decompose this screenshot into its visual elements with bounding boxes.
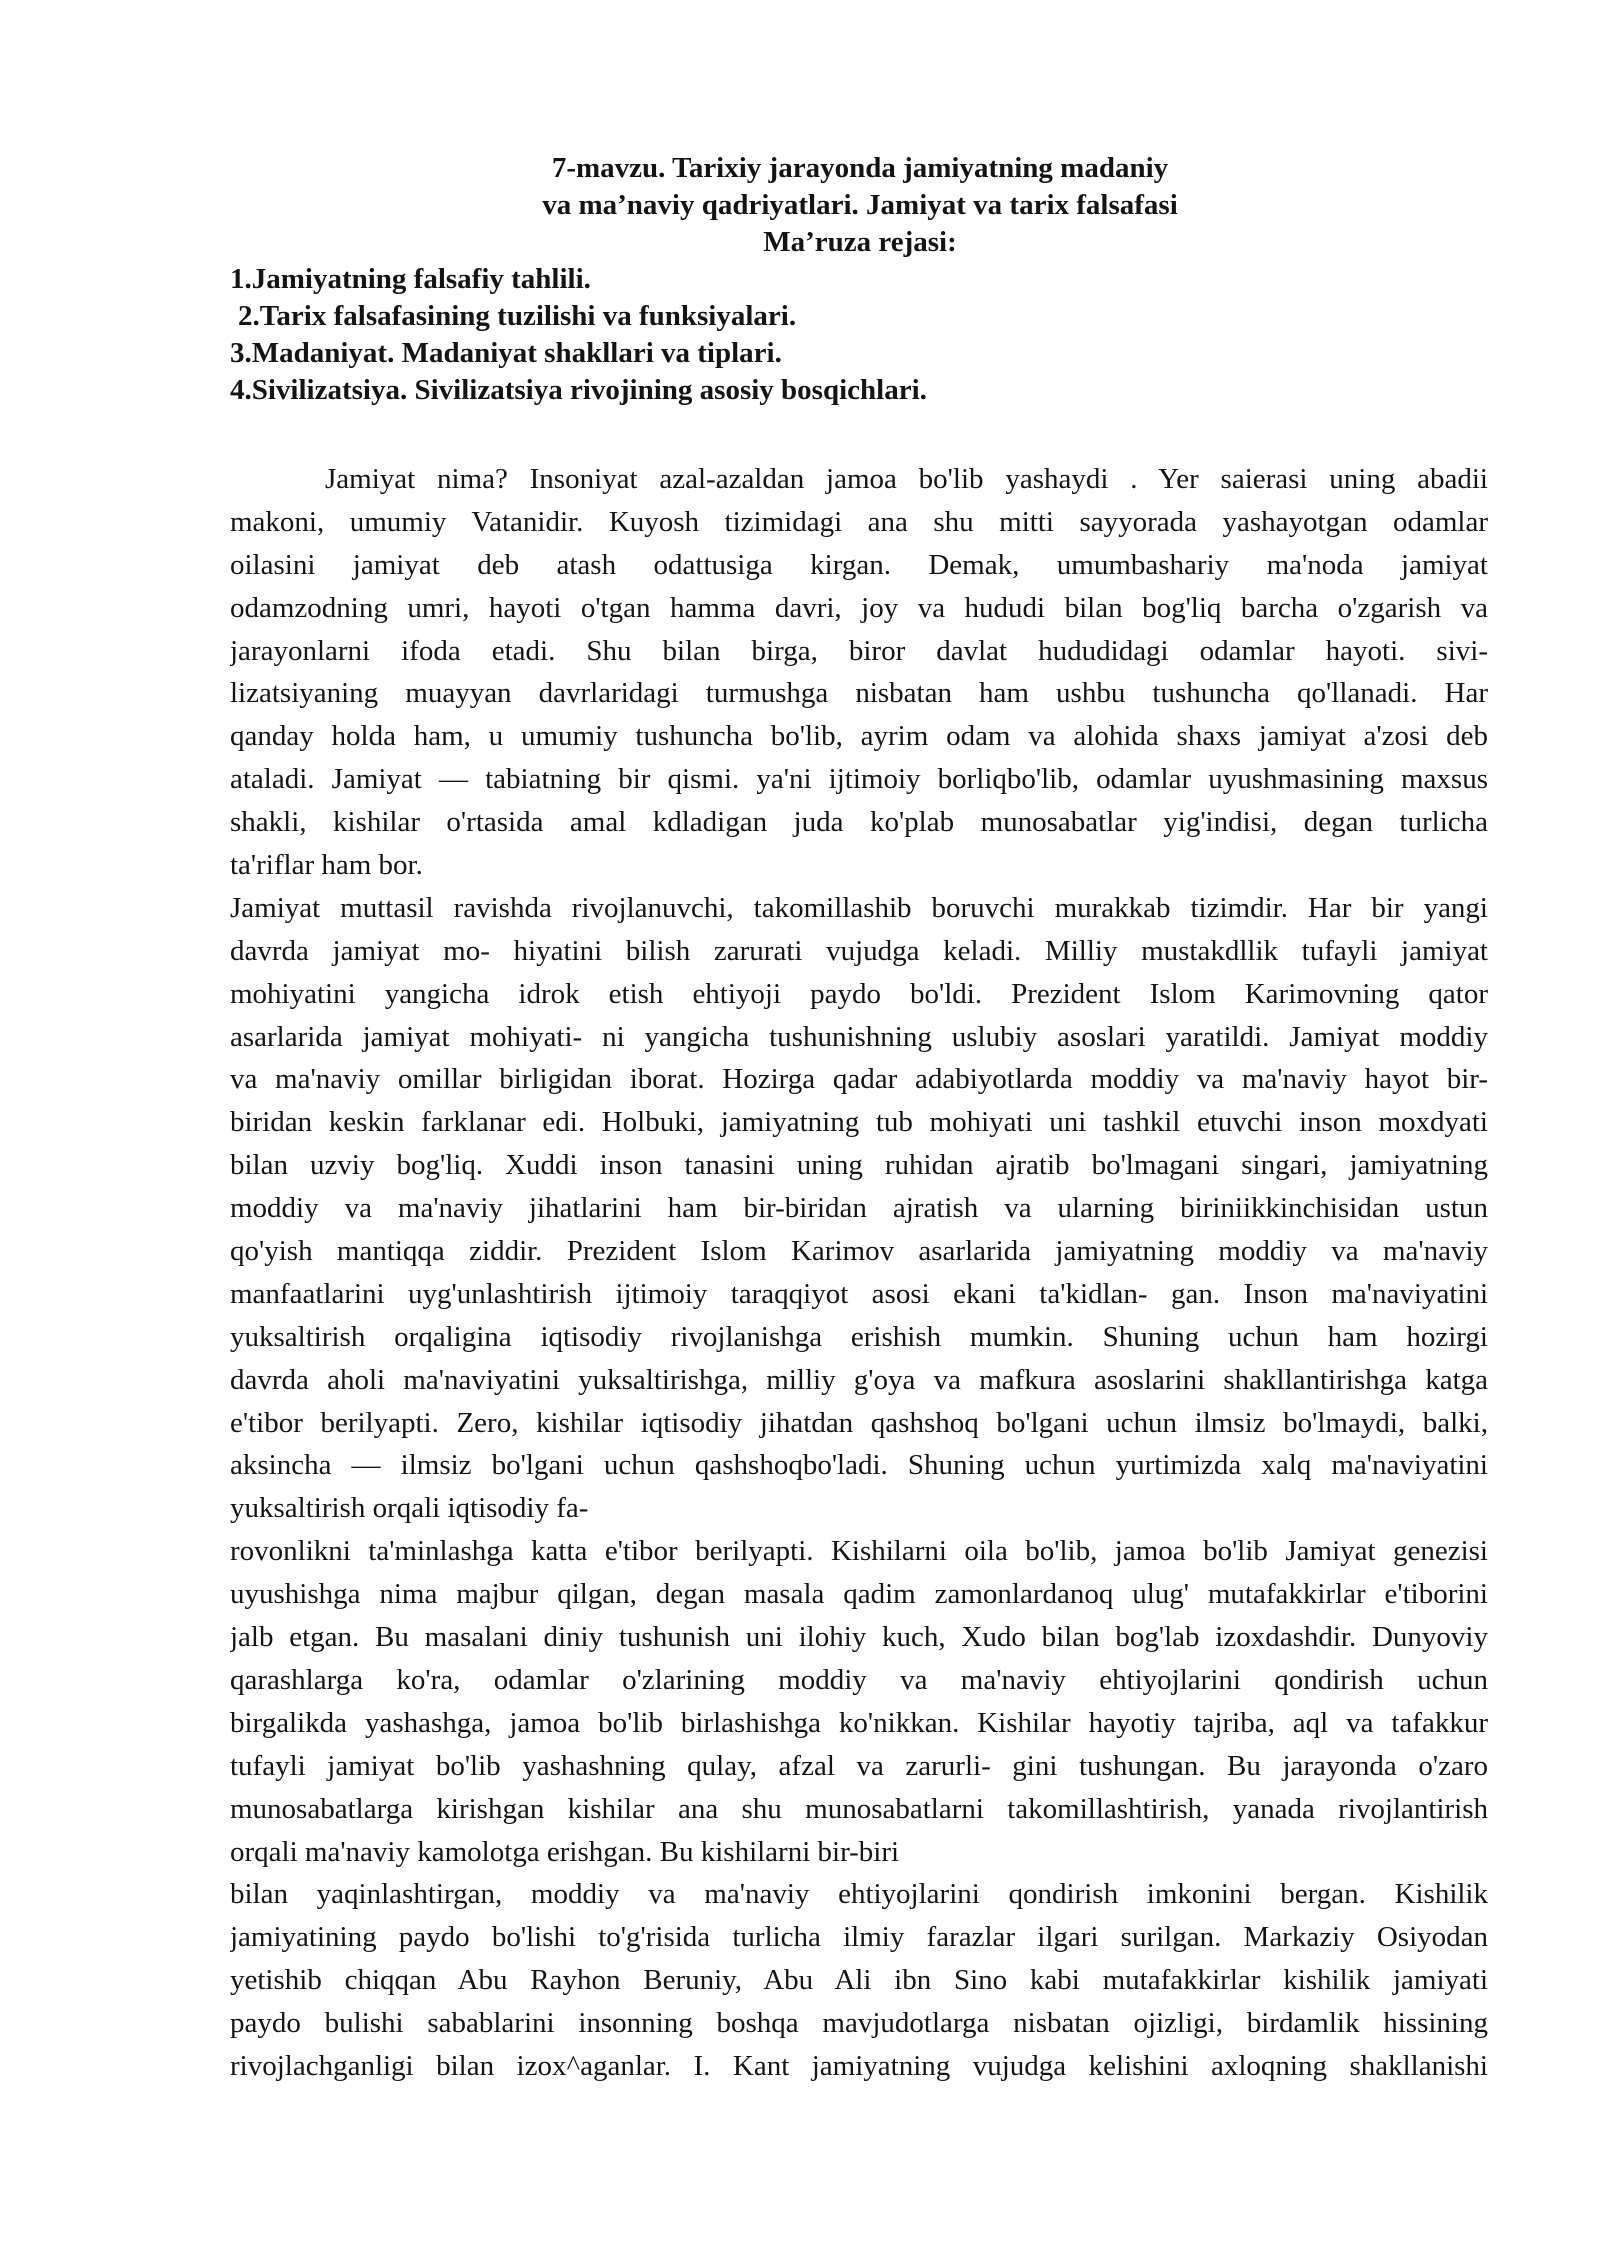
body-line: qarashlarga ko'ra, odamlar o'zlarining moddiy va ma'naviy ehtiyojlarini qondirish uchun (230, 1663, 1488, 1696)
body-line: aksincha — ilmsiz bo'lgani uchun qashshoqbo'ladi. Shuning uchun yurtimizda xalq ma'naviyatini (230, 1449, 1488, 1482)
body-line: odamzodning umri, hayoti o'tgan hamma davri, joy va hududi bilan bog'liq barcha o'zgarish va (230, 591, 1488, 624)
body-line: Jamiyat muttasil ravishda rivojlanuvchi, takomillashib boruvchi murakkab tizimdir. Har bir yangi (230, 891, 1488, 924)
plan-item-4: 4.Sivilizatsiya. Sivilizatsiya rivojining asosiy bosqichlari. (230, 374, 927, 406)
plan-item-3: 3.Madaniyat. Madaniyat shakllari va tiplari. (230, 337, 782, 369)
body-line: uyushishga nima majbur qilgan, degan masala qadim zamonlardanoq ulug' mutafakkirlar e'tiborini (230, 1578, 1488, 1611)
body-line: lizatsiyaning muayyan davrlaridagi turmushga nisbatan ham ushbu tushuncha qo'llanadi. Har (230, 677, 1488, 710)
body-line: yuksaltirish orqali iqtisodiy fa- (230, 1492, 589, 1525)
title-line-2: va ma’naviy qadriyatlari. Jamiyat va tarix falsafasi (542, 189, 1178, 221)
body-line: shakli, kishilar o'rtasida amal kdladigan juda ko'plab munosabatlar yig'indisi, degan turlicha (230, 806, 1488, 839)
body-line: qo'yish mantiqqa ziddir. Prezident Islom Karimov asarlarida jamiyatning moddiy va ma'naviy (230, 1235, 1488, 1268)
body-line: davrda aholi ma'naviyatini yuksaltirishga, milliy g'oya va mafkura asoslarini shakllantirishga katga (230, 1363, 1488, 1396)
body-line: rovonlikni ta'minlashga katta e'tibor berilyapti. Kishilarni oila bo'lib, jamoa bo'lib Jamiyat genezisi (230, 1535, 1488, 1568)
body-line: va ma'naviy omillar birligidan iborat. Hozirga qadar adabiyotlarda moddiy va ma'naviy hayot bir- (230, 1063, 1488, 1096)
body-line: bilan yaqinlashtirgan, moddiy va ma'naviy ehtiyojlarini qondirish imkonini bergan. Kishilik (230, 1878, 1488, 1911)
body-line: mohiyatini yangicha idrok etish ehtiyoji paydo bo'ldi. Prezident Islom Karimovning qator (230, 977, 1488, 1010)
body-line: bilan uzviy bog'liq. Xuddi inson tanasini uning ruhidan ajratib bo'lmagani singari, jamiyatning (230, 1149, 1488, 1182)
body-line: asarlarida jamiyat mohiyati- ni yangicha tushunishning uslubiy asoslari yaratildi. Jamiyat moddiy (230, 1020, 1488, 1053)
body-line: e'tibor berilyapti. Zero, kishilar iqtisodiy jihatdan qashshoq bo'lgani uchun ilmsiz bo'lmaydi, balki, (230, 1406, 1488, 1439)
body-line: manfaatlarini uyg'unlashtirish ijtimoiy taraqqiyot asosi ekani ta'kidlan- gan. Inson ma'naviyatini (230, 1277, 1488, 1310)
body-line: biridan keskin farklanar edi. Holbuki, jamiyatning tub mohiyati uni tashkil etuvchi inson moxdyati (230, 1106, 1488, 1139)
body-line: davrda jamiyat mo- hiyatini bilish zarurati vujudga keladi. Milliy mustakdllik tufayli jamiyat (230, 934, 1488, 967)
body-line: rivojlachganligi bilan izox^aganlar. I. Kant jamiyatning vujudga kelishini axloqning shakllanishi (230, 2049, 1488, 2082)
body-line: oilasini jamiyat deb atash odattusiga kirgan. Demak, umumbashariy ma'noda jamiyat (230, 548, 1488, 581)
body-line: orqali ma'naviy kamolotga erishgan. Bu kishilarni bir-biri (230, 1835, 900, 1868)
lecture-title (230, 150, 1490, 261)
plan-item-1: 1.Jamiyatning falsafiy tahlili. (230, 263, 591, 295)
body-line: jalb etgan. Bu masalani diniy tushunish uni ilohiy kuch, Xudo bilan bog'lab izoxdashdir. Dunyoviy (230, 1621, 1488, 1654)
lecture-plan-heading: Ma’ruza rejasi: (763, 226, 957, 258)
body-line: ataladi. Jamiyat — tabiatning bir qismi. ya'ni ijtimoiy borliqbo'lib, odamlar uyushmasining maxsus (230, 763, 1488, 796)
body-line: paydo bulishi sabablarini insonning boshqa mavjudotlarga nisbatan ojizligi, birdamlik hissining (230, 2007, 1488, 2040)
title-line-1: 7-mavzu. Tarixiy jarayonda jamiyatning madaniy (551, 152, 1169, 184)
lecture-plan-list (230, 261, 927, 409)
plan-item-2: 2.Tarix falsafasining tuzilishi va funksiyalari. (238, 300, 797, 332)
body-line: moddiy va ma'naviy jihatlarini ham bir-biridan ajratish va ularning biriniikkinchisidan ustun (230, 1192, 1488, 1225)
body-line: jamiyatining paydo bo'lishi to'g'risida turlicha ilmiy farazlar ilgari surilgan. Markaziy Osiyodan (230, 1921, 1488, 1954)
body-line: Jamiyat nima? Insoniyat azal-azaldan jamoa bo'lib yashaydi . Yer saierasi uning abadii (325, 463, 1488, 495)
body-line: jarayonlarni ifoda etadi. Shu bilan birga, biror davlat hududidagi odamlar hayoti. sivi- (230, 634, 1488, 667)
body-line: yetishib chiqqan Abu Rayhon Beruniy, Abu Ali ibn Sino kabi mutafakkirlar kishilik jamiyati (230, 1964, 1488, 1997)
body-line: tufayli jamiyat bo'lib yashashning qulay, afzal va zarurli- gini tushungan. Bu jarayonda o'zaro (230, 1749, 1488, 1782)
body-line: yuksaltirish orqaligina iqtisodiy rivojlanishga erishish mumkin. Shuning uchun ham hozirgi (230, 1320, 1488, 1353)
body-line: munosabatlarga kirishgan kishilar ana shu munosabatlarni takomillashtirish, yanada rivojlantirish (230, 1792, 1488, 1825)
body-line: birgalikda yashashga, jamoa bo'lib birlashishga ko'nikkan. Kishilar hayotiy tajriba, aql va tafakkur (230, 1706, 1488, 1739)
body-line: ta'riflar ham bor. (230, 849, 423, 882)
body-line: qanday holda ham, u umumiy tushuncha bo'lib, ayrim odam va alohida shaxs jamiyat a'zosi deb (230, 720, 1488, 753)
body-text (230, 458, 1488, 2088)
body-line: makoni, umumiy Vatanidir. Kuyosh tizimidagi ana shu mitti sayyorada yashayotgan odamlar (230, 505, 1488, 538)
